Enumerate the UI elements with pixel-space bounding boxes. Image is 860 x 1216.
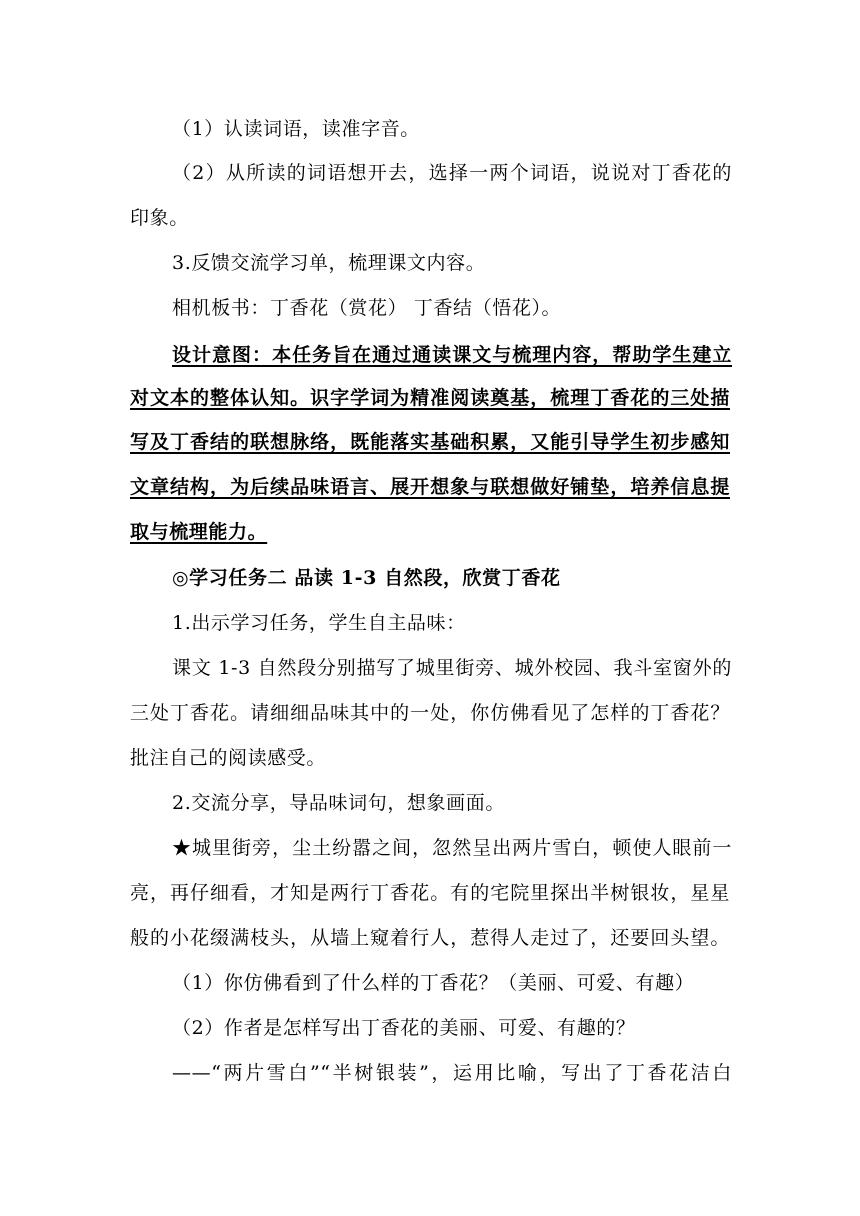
text-line-task-show: 1.出示学习任务，学生自主品味： (172, 612, 466, 634)
text-line-word-reading: （1）认读词语，读准字音。 (172, 118, 420, 140)
text-line-blackboard: 相机板书：丁香花（赏花） 丁香结（悟花）。 (172, 297, 562, 319)
excerpt-line-1: ★城里街旁，尘土纷嚣之间，忽然呈出两片雪白，顿使人眼前一 (172, 837, 732, 859)
text-line-paragraph-3: 批注自己的阅读感受。 (130, 747, 327, 769)
text-line-word-impression: （2）从所读的词语想开去，选择一两个词语，说说对丁香花的 (172, 162, 732, 184)
design-intent-line-5: 取与梳理能力。 (130, 521, 268, 543)
design-intent-line-4: 文章结构，为后续品味语言、展开想象与联想做好铺垫，培养信息提 (130, 476, 730, 498)
text-line-paragraph-2: 三处丁香花。请细细品味其中的一处，你仿佛看见了怎样的丁香花？ (130, 702, 730, 724)
text-line-feedback: 3.反馈交流学习单，梳理课文内容。 (172, 252, 486, 274)
task-two-heading: ◎学习任务二 品读 1-3 自然段，欣赏丁香花 (172, 567, 561, 589)
answer-line-1: ——“两片雪白”“半树银装”，运用比喻，写出了丁香花洁白 (172, 1062, 732, 1084)
text-line-impression-end: 印象。 (130, 207, 189, 229)
question-line-1: （1）你仿佛看到了什么样的丁香花？（美丽、可爱、有趣） (172, 972, 695, 994)
text-line-paragraph-1: 课文 1-3 自然段分别描写了城里街旁、城外校园、我斗室窗外的 (172, 657, 732, 679)
text-line-share: 2.交流分享，导品味词句，想象画面。 (172, 792, 505, 814)
design-intent-line-1: 设计意图：本任务旨在通过通读课文与梳理内容，帮助学生建立 (172, 344, 732, 366)
excerpt-line-3: 般的小花缀满枝头，从墙上窥着行人，惹得人走过了，还要回头望。 (130, 927, 730, 949)
design-intent-line-2: 对文本的整体认知。识字学词为精准阅读奠基，梳理丁香花的三处描 (130, 387, 730, 409)
question-line-2: （2）作者是怎样写出丁香花的美丽、可爱、有趣的？ (172, 1017, 636, 1039)
design-intent-line-3: 写及丁香结的联想脉络，既能落实基础积累，又能引导学生初步感知 (130, 431, 730, 453)
excerpt-line-2: 亮，再仔细看，才知是两行丁香花。有的宅院里探出半树银妆，星星 (130, 882, 730, 904)
